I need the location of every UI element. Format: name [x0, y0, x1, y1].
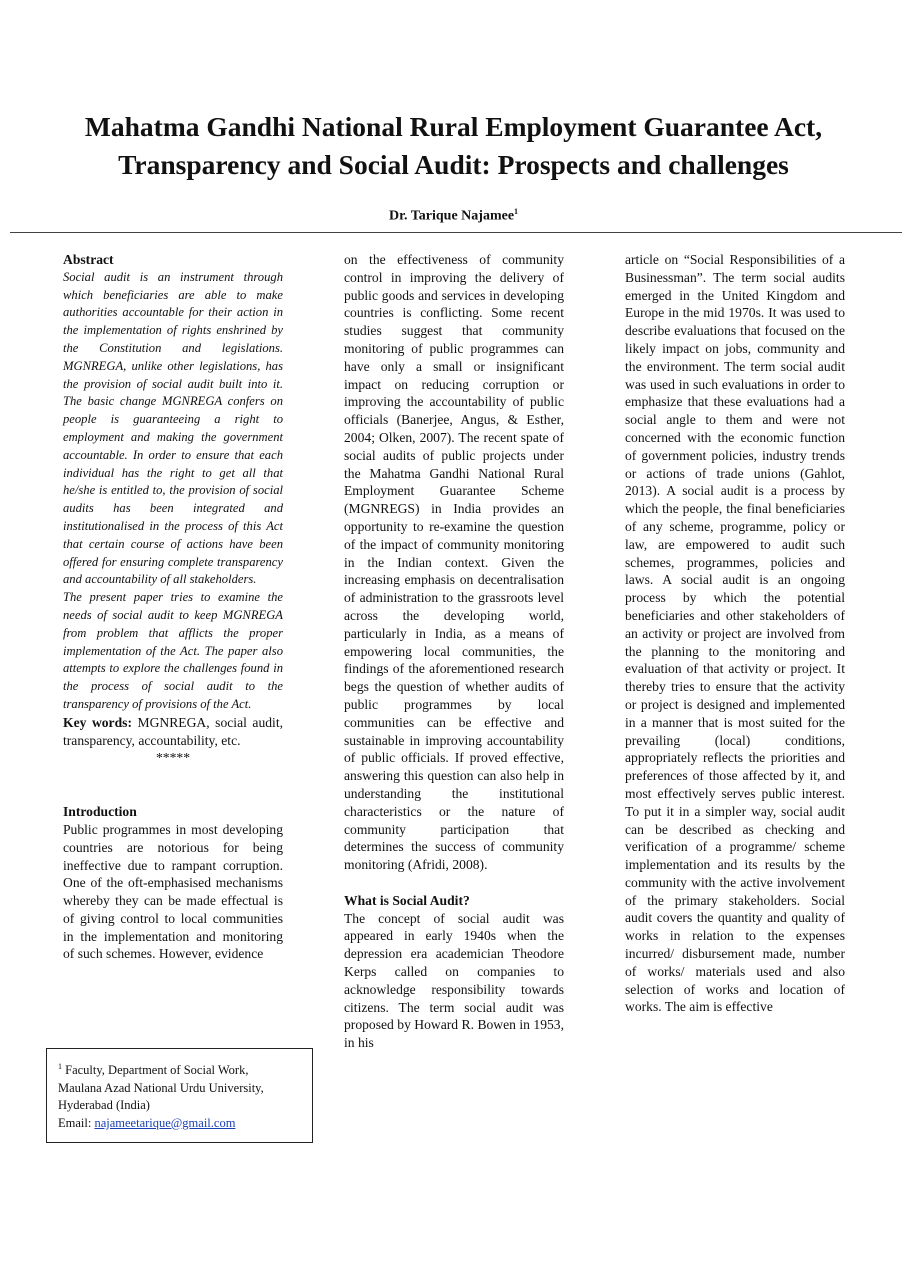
abstract-paragraph-1: Social audit is an instrument through which beneficiaries are able to make authorities accountable for their action in the implementation of rights enshrined by the Constitution and legislations. MGNREGA, unlike other legislations, has the provision of social audit built into it. The basic change MGNREGA confers on people is guaranteeing a right to employment and making the government accountable. In order to ensure that each individual has the right to get all that he/she is entitled to, the provision of social audits has been integrated and institutionalised in the process of this Act that certain course of actions have been offered for ensuring complete transparency and accountability of all stakeholders.: [63, 269, 283, 587]
column-3: [625, 251, 845, 1016]
what-is-social-audit-heading: What is Social Audit?: [344, 892, 470, 908]
header-divider: [10, 232, 902, 233]
column-2: [344, 251, 564, 1052]
footnote-affiliation-line-2: Maulana Azad National Urdu University,: [58, 1080, 264, 1095]
section-separator: *****: [156, 750, 190, 766]
keywords-label: Key words:: [63, 714, 132, 730]
title-line-1: Mahatma Gandhi National Rural Employment Guarantee Act,: [84, 111, 823, 142]
abstract-heading: Abstract: [63, 252, 114, 267]
keywords-text: MGNREGA, social audit, transparency, accountability, etc.: [63, 714, 283, 748]
introduction-paragraph: Public programmes in most developing countries are notorious for being ineffective due to rampant corruption. One of the oft-emphasised mechanisms whereby they can be made effectual is of giving control to local communities in the implementation and monitoring of such schemes. However, evidence: [63, 821, 283, 962]
author-line: [0, 207, 907, 225]
author-footnote-mark: 1: [514, 207, 519, 216]
paper-title: [0, 108, 907, 184]
footnote-email-label: Email:: [58, 1115, 95, 1130]
keywords: [63, 714, 283, 750]
footnote-affiliation-line-3: Hyderabad (India): [58, 1098, 150, 1113]
column-1: [63, 251, 283, 963]
column-3-paragraph: article on “Social Responsibilities of a Businessman”. The term social audits emerged in the United Kingdom and Europe in the mid 1970s. It was used to describe evaluations that focused on the likely impact on jobs, community and the environment. The term social audit was used in such evaluations in order to emphasize that these evaluations had a social angle to them and were not concerned with the economic function of government policies, industry trends or actions of trade unions (Gahlot, 2013). A social audit is a process by which the people, the final beneficiaries of any scheme, programme, policy or law, are empowered to audit such schemes, programmes, policies and laws. A social audit is an ongoing process by which the potential beneficiaries and other stakeholders of an activity or project are involved from the planning to the monitoring and evaluation of that activity or project. It thereby tries to ensure that the activity or project is designed and implemented in a manner that is most suited for the prevailing (local) conditions, appropriately reflects the priorities and preferences of those affected by it, and most effectively serves public interest. To put it in a simpler way, social audit can be described as checking and verification of a programme/ scheme implementation and its results by the community with the active involvement of the primary stakeholders. Social audit covers the quantity and quality of works in relation to the expenses incurred/ disbursement made, number of works/ materials used and also selection of works and location of works. The aim is effective: [625, 252, 845, 1015]
introduction-heading: Introduction: [63, 804, 137, 820]
author-name: Dr. Tarique Najamee: [388, 208, 515, 224]
what-is-social-audit-paragraph: The concept of social audit was appeared in early 1940s when the depression era academician Theodore Kerps called on companies to acknowledge responsibility towards citizens. The term social audit was proposed by Howard R. Bowen in 1953, in his: [344, 910, 564, 1051]
footnote-email-link[interactable]: najameetarique@gmail.com: [94, 1115, 236, 1130]
author-footnote-box: [46, 1048, 313, 1143]
footnote-mark: 1: [58, 1062, 62, 1071]
abstract-paragraph-2: The present paper tries to examine the needs of social audit to keep MGNREGA from problem that afflicts the proper implementation of the Act. The paper also attempts to explore the challenges found in the process of social audit to the transparency of provisions of the Act.: [63, 590, 283, 711]
title-line-2: Transparency and Social Audit: Prospects and challenges: [118, 149, 789, 180]
column-2-paragraph: on the effectiveness of community control in improving the delivery of public goods and services in developing countries is conflicting. Some recent studies suggest that community monitoring of public programmes can have only a small or insignificant impact on reducing corruption or improving the accountability of public officials (Banerjee, Angus, & Esther, 2004; Olken, 2007). The recent spate of social audits of public projects under the Mahatma Gandhi National Rural Employment Guarantee Scheme (MGNREGS) in India provides an opportunity to re-examine the question of the impact of community monitoring in the Indian context. Given the increasing emphasis on decentralisation of administration to the grassroots level across the developing world, particularly in India, as a means of empowering local communities, the findings of the aforementioned research begs the question of whether audits of public programmes by local communities can be effective and sustainable in improving accountability of public officials. If proved effective, answering this question can also help in understanding the institutional characteristics or the nature of community participation that determines the success of community monitoring (Afridi, 2008).: [344, 252, 564, 873]
footnote-affiliation-line-1: Faculty, Department of Social Work,: [62, 1063, 249, 1078]
